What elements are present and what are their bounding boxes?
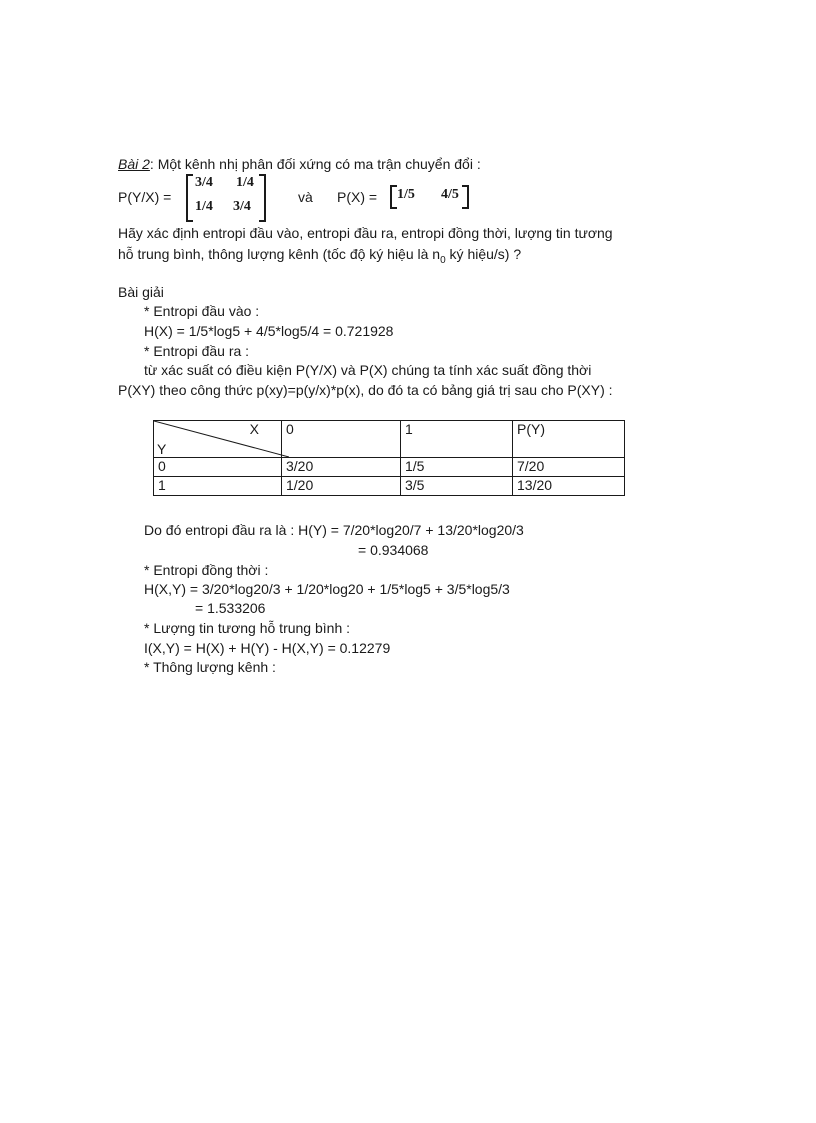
header-x: X — [249, 421, 259, 437]
px-label: P(X) = — [337, 189, 378, 205]
input-entropy-title: * Entropi đầu vào : — [144, 303, 260, 319]
output-entropy-line-1: Do đó entropi đầu ra là : H(Y) = 7/20*log20/7 + 13/20*log20/3 — [144, 522, 524, 538]
joint-entropy-line-1: H(X,Y) = 3/20*log20/3 + 1/20*log20 + 1/5*log5 + 3/5*log5/3 — [144, 581, 510, 597]
vector-cell: 1/5 — [397, 187, 415, 202]
table-row — [154, 458, 625, 477]
table-row-label: 1 — [154, 477, 282, 496]
vector-cell: 4/5 — [441, 187, 459, 202]
table-header-cell: 0 — [282, 421, 401, 458]
capacity-title: * Thông lượng kênh : — [144, 659, 276, 675]
table-cell: 3/20 — [282, 458, 401, 477]
output-entropy-line-2: = 0.934068 — [358, 542, 429, 558]
table-cell: 1/20 — [282, 477, 401, 496]
mutual-info-formula: I(X,Y) = H(X) + H(Y) - H(X,Y) = 0.12279 — [144, 640, 391, 656]
table-cell: 13/20 — [513, 477, 625, 496]
table-corner-cell — [154, 421, 282, 458]
problem-line — [118, 155, 481, 173]
question-line-1: Hãy xác định entropi đầu vào, entropi đầu ra, entropi đồng thời, lượng tin tương — [118, 225, 613, 241]
table-header-row — [154, 421, 625, 458]
table-cell: 3/5 — [401, 477, 513, 496]
mutual-info-title: * Lượng tin tương hỗ trung bình : — [144, 620, 351, 636]
table-cell: 7/20 — [513, 458, 625, 477]
header-y: Y — [157, 441, 167, 457]
matrix-left-bracket — [186, 174, 193, 222]
vector-right-bracket — [462, 185, 469, 209]
input-entropy-formula: H(X) = 1/5*log5 + 4/5*log5/4 = 0.721928 — [144, 323, 394, 339]
pyx-label: P(Y/X) = — [118, 189, 172, 205]
table-header-cell: P(Y) — [513, 421, 625, 458]
matrix-right-bracket — [259, 174, 266, 222]
matrix-cell: 3/4 — [195, 175, 213, 190]
question-line-2b: ký hiệu/s) ? — [445, 246, 522, 262]
and-text: và — [298, 189, 313, 205]
problem-intro: : Một kênh nhị phân đối xứng có ma trận chuyển đổi : — [149, 156, 481, 172]
output-text-line-2: P(XY) theo công thức p(xy)=p(y/x)*p(x), do đó ta có bảng giá trị sau cho P(XY) : — [118, 382, 613, 398]
vector-left-bracket — [390, 185, 397, 209]
table-row-label: 0 — [154, 458, 282, 477]
question-line-2a: hỗ trung bình, thông lượng kênh (tốc độ ký hiệu là n — [118, 246, 441, 262]
output-entropy-title: * Entropi đầu ra : — [144, 343, 250, 359]
matrix-cell: 1/4 — [195, 199, 213, 214]
solution-heading: Bài giải — [118, 284, 164, 300]
matrix-cell: 3/4 — [233, 199, 251, 214]
diagonal-line — [154, 421, 289, 459]
joint-probability-table — [153, 420, 625, 496]
matrix-cell: 1/4 — [236, 175, 254, 190]
table-cell: 1/5 — [401, 458, 513, 477]
question-subscript: 0 — [440, 254, 446, 266]
table-row — [154, 477, 625, 496]
joint-entropy-title: * Entropi đồng thời : — [144, 562, 269, 578]
table-header-cell: 1 — [401, 421, 513, 458]
question-line-2 — [118, 245, 521, 270]
output-text-line-1: từ xác suất có điều kiện P(Y/X) và P(X) chúng ta tính xác suất đồng thời — [144, 362, 592, 378]
problem-title: Bài 2 — [118, 156, 150, 172]
joint-entropy-line-2: = 1.533206 — [195, 600, 266, 616]
